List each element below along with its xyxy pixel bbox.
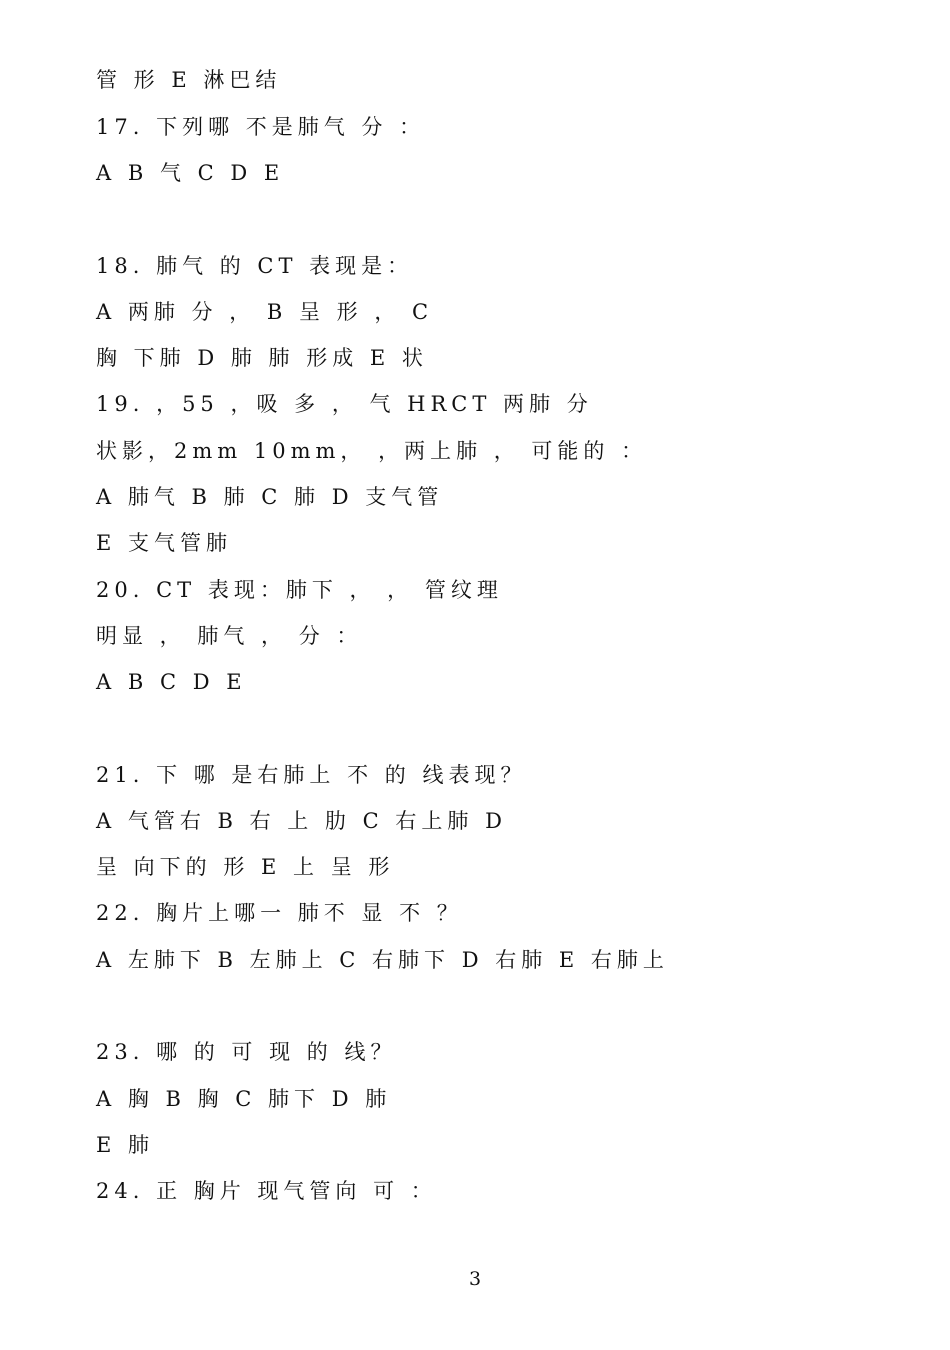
question-18-options: A 两肺 分 ， B 呈 形 ， C	[96, 300, 434, 324]
question-23-options-cont: E 肺	[96, 1133, 155, 1157]
question-23-stem: 23. 哪 的 可 现 的 线？	[96, 1040, 397, 1064]
text-line-1: 管 形 E 淋巴结	[96, 68, 282, 92]
question-17-options: A B 气 C D E	[96, 161, 285, 185]
question-22-options: A 左肺下 B 左肺上 C 右肺下 D 右肺 E 右肺上	[96, 948, 669, 972]
question-24-stem: 24. 正 胸片 现气管向 可 ：	[96, 1179, 437, 1203]
question-23-options: A 胸 B 胸 C 肺下 D 肺	[96, 1087, 392, 1111]
question-20-stem-cont: 明显 ， 肺气 ， 分 ：	[96, 624, 363, 648]
question-17-stem: 17. 下列哪 不是肺气 分 ：	[96, 115, 426, 139]
question-18-options-cont: 胸 下肺 D 肺 肺 形成 E 状	[96, 346, 428, 370]
question-19-options-cont: E 支气管肺	[96, 531, 233, 555]
question-21-options-cont: 呈 向下的 形 E 上 呈 形	[96, 855, 395, 879]
question-21-stem: 21. 下 哪 是右肺上 不 的 线表现？	[96, 763, 527, 787]
question-19-options: A 肺气 B 肺 C 肺 D 支气管	[96, 485, 444, 509]
question-19-stem-cont: 状影，2mm 10mm， ，两上肺 ， 可能的 ：	[96, 439, 648, 463]
question-22-stem: 22. 胸片上哪一 肺不 显 不 ？	[96, 901, 463, 925]
question-18-stem: 18. 肺气 的 CT 表现是：	[96, 254, 414, 278]
question-19-stem: 19. ，55 ，吸 多 ， 气 HRCT 两肺 分	[96, 392, 593, 416]
page-number: 3	[468, 1268, 482, 1290]
question-21-options: A 气管右 B 右 上 肋 C 右上肺 D	[96, 809, 507, 833]
question-20-options: A B C D E	[96, 670, 247, 694]
question-20-stem: 20. CT 表现：肺下 ， ， 管纹理	[96, 578, 503, 602]
